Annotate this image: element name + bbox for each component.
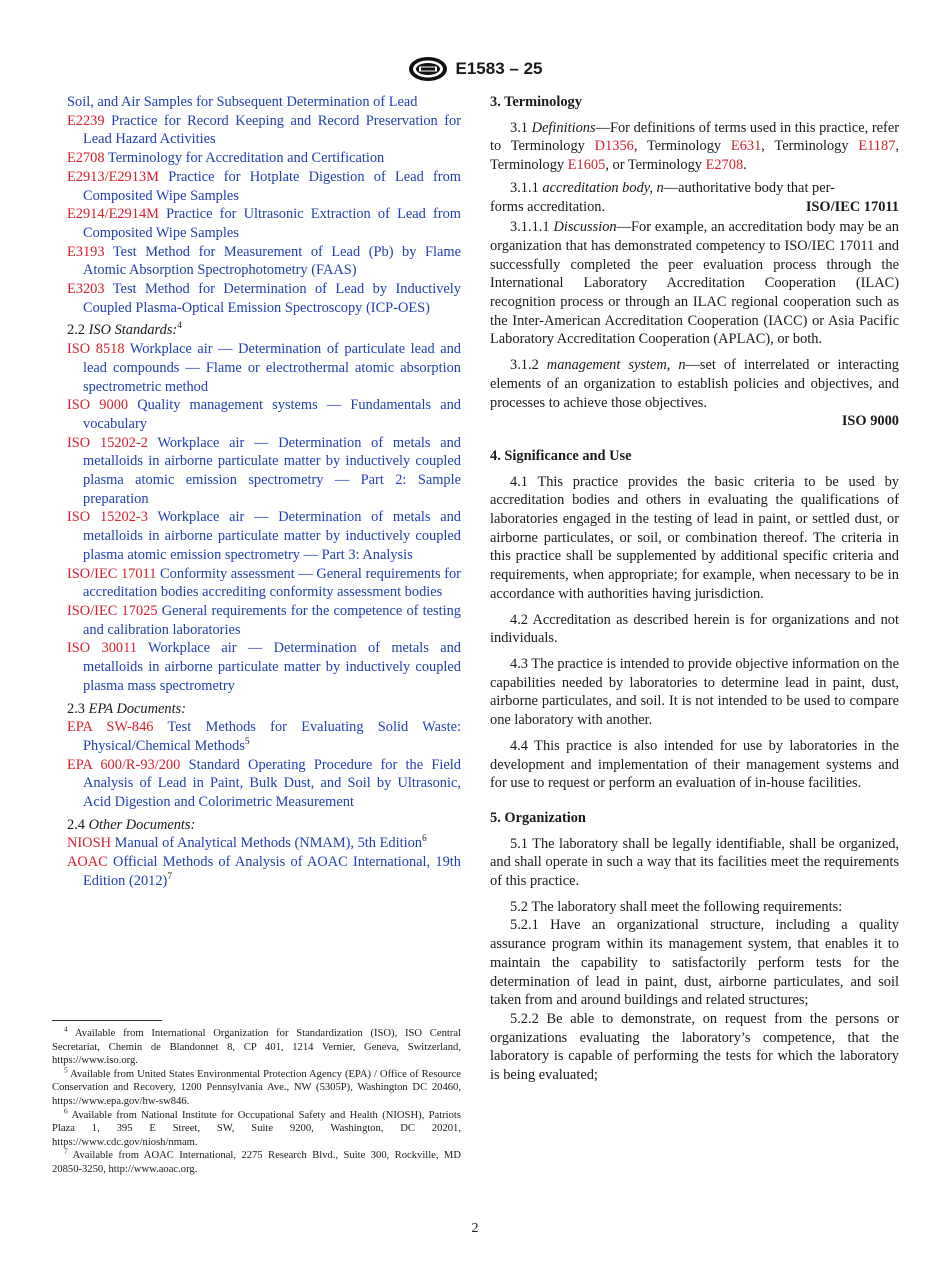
heading-text: ISO Standards:	[88, 322, 178, 339]
paragraph-4-1: 4.1 This practice provides the basic criteria to be used by accreditation bodies and others in evaluating the qualifications of laboratories engaged in the testing of lead in paint, or settled dust, or airborne particulates, or soil, or combination thereof. The criteria in this practice shall be supplemented by additional specific criteria and requirements, when appropriate; for example, when necessary to be in accordance with authorities having jurisdiction.	[490, 473, 899, 602]
reference-title-link[interactable]: Soil, and Air Samples for Subsequent Determination of Lead	[67, 94, 418, 110]
heading-number: 2.2	[67, 322, 85, 339]
reference-code-link[interactable]: E2914/E2914M	[67, 206, 159, 223]
reference-item	[67, 639, 461, 695]
para-number: 3.1.2	[510, 357, 547, 374]
reference-code-link[interactable]: NIOSH	[67, 835, 111, 852]
page-number: 2	[471, 1221, 479, 1236]
text: , Terminology	[633, 138, 731, 155]
text: —authoritative body that per-	[663, 179, 835, 196]
link-e2708[interactable]: E2708	[705, 157, 744, 174]
reference-code-link[interactable]: AOAC	[67, 854, 108, 871]
paragraph-4-3: 4.3 The practice is intended to provide objective information on the capabilities needed by laboratories to determine lead in paint, dust, airborne particulates, and soil. It is not intended to be used to compare one laboratory with another.	[490, 655, 899, 729]
footnote-marker: 5	[244, 737, 250, 748]
reference-title-link[interactable]: Conformity assessment — General requirements for accreditation bodies accrediting conformity assessment bodies	[83, 565, 461, 601]
reference-code-link[interactable]: ISO 15202-2	[67, 434, 148, 451]
reference-title-link[interactable]: General requirements for the competence of testing and calibration laboratories	[83, 602, 461, 638]
reference-title-link[interactable]: Test Method for Determination of Lead by Inductively Coupled Plasma-Optical Emission Spectroscopy (ICP-OES)	[83, 281, 461, 316]
astm-logo-icon	[408, 56, 448, 82]
section-heading-terminology: 3. Terminology	[490, 94, 582, 110]
paragraph-5-1: 5.1 The laboratory shall be legally identifiable, shall be organized, and shall operate in such a way that its facilities meet the requirements of this practice.	[490, 835, 899, 890]
footnote-text: Available from United States Environmental Protection Agency (EPA) / Office of Resource Conservation and Recovery, 1200 Pennsylvania Ave., NW (5305P), Washington DC 20460, https://www.epa.gov/hw-sw846.	[52, 1068, 461, 1107]
text: forms accreditation.	[490, 198, 606, 215]
reference-item	[67, 565, 461, 602]
term: accreditation body, n	[542, 179, 664, 196]
reference-title-link[interactable]: Test Method for Measurement of Lead (Pb) by Flame Atomic Absorption Spectrophotometry (FAAS)	[83, 243, 461, 279]
page-header	[0, 56, 950, 82]
reference-title-link[interactable]: Practice for Hotplate Digestion of Lead from Composited Wipe Samples	[83, 168, 461, 204]
document-designation: E1583 – 25	[455, 59, 543, 78]
term: Discussion	[553, 219, 617, 236]
heading-number: 2.3	[67, 700, 85, 717]
reference-title-link[interactable]: Test Methods for Evaluating Solid Waste: Physical/Chemical Methods	[83, 719, 461, 754]
link-e1605[interactable]: E1605	[567, 157, 606, 174]
reference-item	[67, 243, 461, 280]
footnote-text: Available from International Organization for Standardization (ISO), ISO Central Secretariat, Chemin de Blandonnet 8, CP 401, 1214 Vernier, Geneva, Switzerland, https://www.iso.org.	[52, 1028, 461, 1067]
footnote-text: Available from National Institute for Occupational Safety and Health (NIOSH), Patriots Plaza 1, 395 E Street, SW, Suite 9200, Washington, DC 20201, https://www.cdc.gov/niosh/nmam.	[52, 1109, 461, 1148]
text: —For example, an accreditation body may be an organization that has demonstrated competency to ISO/IEC 17011 and successfully completed the peer evaluation process through the International Laboratory Accreditation Cooperation (ILAC) recognition process or through an ILAC regional cooperation such as the Inter-American Accreditation Cooperation (IACC) or Asia Pacific Laboratory Accreditation Cooperation (APLAC), or both.	[490, 219, 899, 348]
reference-code-link[interactable]: E3203	[67, 281, 105, 298]
reference-list-iso	[67, 340, 461, 695]
reference-item	[67, 508, 461, 564]
reference-list-epa	[67, 718, 461, 812]
footnote-text: Available from AOAC International, 2275 Research Blvd., Suite 300, Rockville, MD 20850-3250, http://www.aoac.org.	[52, 1150, 461, 1175]
term: management system, n	[546, 357, 686, 374]
paragraph-3-1	[490, 119, 899, 175]
footnote-number: 6	[64, 1106, 68, 1116]
paragraph-4-2: 4.2 Accreditation as described herein is for organizations and not individuals.	[490, 611, 899, 647]
reference-title-link[interactable]: Manual of Analytical Methods (NMAM), 5th Edition	[114, 835, 422, 852]
section-heading-epa	[67, 700, 461, 719]
heading-text: Other Documents:	[88, 816, 196, 833]
section-heading-organization: 5. Organization	[490, 809, 586, 826]
paragraph-5-2: 5.2 The laboratory shall meet the following requirements:	[510, 898, 843, 915]
paragraph-5-2-2: 5.2.2 Be able to demonstrate, on request from the persons or organizations evaluating the laboratory’s competence, that the laboratory is capable of performing the tests for which the laboratory is being evaluated;	[490, 1010, 899, 1084]
footnote-list	[52, 1024, 461, 1177]
reference-item	[67, 834, 461, 853]
reference-title-link[interactable]: Quality management systems — Fundamentals and vocabulary	[83, 397, 461, 432]
footnote-marker: 6	[421, 834, 427, 845]
heading-text: EPA Documents:	[88, 700, 186, 717]
reference-item	[67, 602, 461, 639]
reference-code-link[interactable]: E2708	[67, 150, 105, 167]
footnote-item	[52, 1146, 461, 1176]
footnote-rule	[52, 1020, 162, 1021]
reference-title-link[interactable]: Practice for Record Keeping and Record Preservation for Lead Hazard Activities	[83, 112, 461, 148]
reference-item	[67, 853, 461, 890]
reference-code-link[interactable]: ISO/IEC 17011	[67, 565, 157, 582]
reference-title-link[interactable]: Workplace air — Determination of particulate lead and lead compounds — Flame or electrothermal atomic absorption spectrometric method	[83, 341, 462, 395]
reference-item	[67, 149, 461, 168]
footnote-number: 4	[64, 1024, 68, 1034]
link-e631[interactable]: E631	[730, 138, 762, 155]
reference-list-astm	[67, 93, 461, 317]
reference-code-link[interactable]: E3193	[67, 243, 105, 260]
link-e1187[interactable]: E1187	[858, 138, 896, 155]
reference-item	[67, 93, 461, 112]
right-column	[490, 93, 899, 1085]
text: —set of interrelated or interacting elements of an organization to establish policies and objectives, and processes to achieve those objectives.	[490, 357, 899, 411]
footnote-number: 7	[64, 1146, 68, 1156]
section-heading-significance: 4. Significance and Use	[490, 447, 632, 464]
reference-title-link[interactable]: Official Methods of Analysis of AOAC International, 19th Edition (2012)	[83, 854, 461, 889]
definition-source: ISO 9000	[841, 413, 899, 430]
reference-code-link[interactable]: ISO 30011	[67, 640, 137, 657]
reference-code-link[interactable]: ISO/IEC 17025	[67, 602, 158, 619]
reference-item	[67, 434, 461, 509]
reference-title-link[interactable]: Workplace air — Determination of metals and metalloids in airborne particulate matter by inductively coupled plasma mass spectrometry	[83, 640, 461, 694]
para-number: 3.1	[510, 119, 532, 136]
reference-code-link[interactable]: ISO 9000	[67, 397, 129, 414]
definition-source-line	[490, 198, 899, 217]
term: Definitions	[531, 119, 596, 136]
paragraph-4-4: 4.4 This practice is also intended for use by laboratories in the development and implementation of their management systems and for use to request or perform an evaluation of in-house facilities.	[490, 737, 899, 792]
footnote-item	[52, 1065, 461, 1109]
left-column	[67, 93, 461, 891]
text: , or Terminology	[605, 157, 706, 174]
reference-code-link[interactable]: ISO 8518	[67, 341, 125, 358]
reference-item	[67, 168, 461, 205]
reference-item	[67, 112, 461, 149]
reference-item	[67, 396, 461, 433]
section-heading-other	[67, 816, 461, 835]
footnote-item	[52, 1024, 461, 1068]
reference-title-link[interactable]: Standard Operating Procedure for the Field Analysis of Lead in Paint, Bulk Dust, and Soil by Ultrasonic, Acid Digestion and Colorimetric Measurement	[83, 756, 461, 811]
reference-item	[67, 756, 461, 812]
reference-code-link[interactable]: E2913/E2913M	[67, 168, 159, 185]
reference-code-link[interactable]: E2239	[67, 112, 105, 129]
reference-title-link[interactable]: Terminology for Accreditation and Certification	[107, 150, 385, 167]
paragraph-3-1-2	[490, 356, 899, 412]
reference-code-link[interactable]: EPA SW-846	[67, 719, 154, 736]
reference-list-other	[67, 834, 461, 890]
reference-item	[67, 280, 461, 317]
reference-code-link[interactable]: ISO 15202-3	[67, 509, 148, 526]
reference-item	[67, 718, 461, 755]
footnote-number: 5	[64, 1065, 68, 1075]
footnotes	[52, 1020, 461, 1177]
reference-code-link[interactable]: EPA 600/R-93/200	[67, 756, 181, 773]
paragraph-3-1-1-1	[490, 218, 899, 349]
footnote-marker: 4	[177, 321, 182, 332]
heading-number: 2.4	[67, 816, 85, 833]
reference-title-link[interactable]: Workplace air — Determination of metals and metalloids in airborne particulate matter by inductively coupled plasma atomic emission spectrometry — Part 2: Sample preparation	[83, 434, 462, 507]
para-number: 3.1.1	[510, 179, 543, 196]
text: —For definitions of terms used in this practice, refer to Terminology	[490, 119, 899, 155]
footnote-marker: 7	[167, 872, 173, 883]
paragraph-5-2-1: 5.2.1 Have an organizational structure, including a quality assurance program within its management system, that enables it to maintain the capability to satisfactorily perform tests for the determination of lead in paint, dust, airborne particulates, and soil taken from and around buildings and related structures;	[490, 917, 899, 1009]
reference-item	[67, 205, 461, 242]
text: , Terminology	[761, 138, 859, 155]
text: , Terminology	[490, 138, 900, 174]
reference-item	[67, 340, 461, 396]
definition-source: ISO/IEC 17011	[805, 198, 899, 215]
section-heading-iso	[67, 321, 461, 340]
paragraph-3-1-1	[490, 179, 899, 198]
text: .	[743, 157, 747, 174]
reference-title-link[interactable]: Workplace air — Determination of metals and metalloids in airborne particulate matter by inductively coupled plasma atomic emission spectrometry — Part 3: Analysis	[83, 509, 462, 563]
link-d1356[interactable]: D1356	[594, 138, 634, 155]
reference-title-link[interactable]: Practice for Ultrasonic Extraction of Lead from Composited Wipe Samples	[83, 206, 461, 241]
para-number: 3.1.1.1	[510, 219, 554, 236]
footnote-item	[52, 1106, 461, 1150]
